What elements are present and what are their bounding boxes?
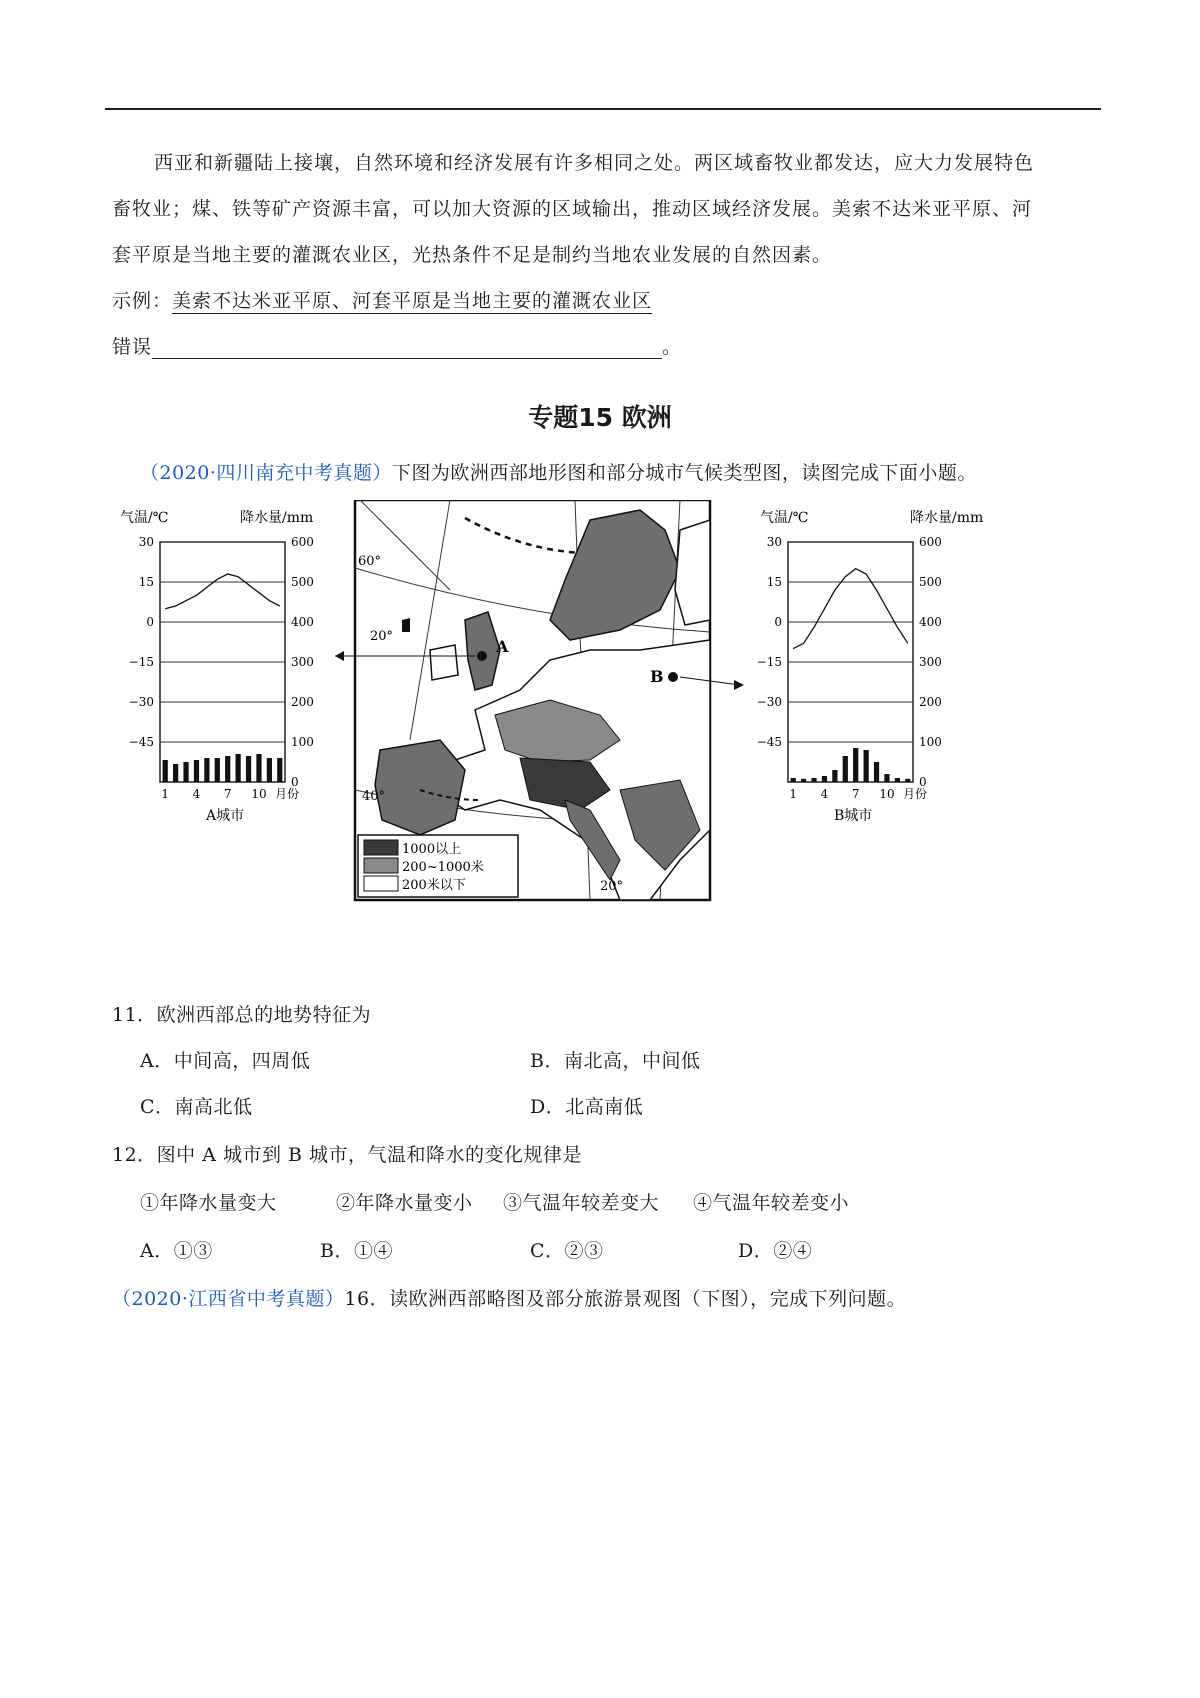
precip-bar [801, 779, 806, 782]
precip-bar [163, 760, 168, 782]
city-a-label: A [496, 637, 509, 656]
month-tick-label: 10 [879, 787, 895, 801]
city-b-dot [668, 672, 678, 682]
precip-bar [236, 754, 241, 782]
precip-bar [864, 750, 869, 782]
city-b-label: B [650, 667, 664, 686]
precip-bar [204, 758, 209, 782]
temp-tick-label: 30 [766, 535, 782, 549]
chart-a-month-unit: 月份 [275, 787, 300, 801]
q12-option-b[interactable]: B．①④ [320, 1240, 393, 1262]
precip-tick-label: 300 [291, 655, 314, 669]
chart-b-precip-label: 降水量/mm [910, 510, 984, 526]
q11-option-c[interactable]: C．南高北低 [140, 1096, 253, 1118]
precip-bar [822, 776, 827, 782]
q12-statement-4: ④气温年较差变小 [693, 1192, 850, 1214]
precip-tick-label: 300 [919, 655, 942, 669]
chart-b-temp-label: 气温/℃ [760, 510, 809, 526]
month-tick-label: 1 [789, 787, 798, 801]
legend-swatch-high [364, 840, 398, 855]
q-block1-source: （2020·四川南充中考真题） [140, 462, 392, 484]
precip-bar [791, 778, 796, 782]
q11-option-d[interactable]: D．北高南低 [530, 1096, 644, 1118]
precip-bar [874, 762, 879, 782]
precip-tick-label: 400 [291, 615, 314, 629]
q11-stem: 11．欧洲西部总的地势特征为 [112, 1004, 372, 1026]
precip-tick-label: 200 [291, 695, 314, 709]
ireland [430, 645, 458, 680]
faroe-island [402, 618, 410, 632]
example-text: 美索不达米亚平原、河套平原是当地主要的灌溉农业区 [172, 290, 653, 312]
precip-bar [225, 756, 230, 782]
precip-bar [832, 770, 837, 782]
q12-option-d[interactable]: D．②④ [738, 1240, 813, 1262]
error-label: 错误 [112, 336, 153, 358]
chart-b-month-unit: 月份 [903, 787, 928, 801]
legend-label-low: 200米以下 [402, 878, 466, 893]
error-answer-blank[interactable] [152, 332, 662, 359]
precip-tick-label: 400 [919, 615, 942, 629]
month-tick-label: 7 [851, 787, 860, 801]
q12-option-a[interactable]: A．①③ [140, 1240, 213, 1262]
section-title: 专题15 欧洲 [528, 403, 672, 432]
precip-bar [256, 754, 261, 782]
temp-tick-label: −45 [756, 735, 782, 749]
city-b-arrowhead [734, 680, 744, 690]
map-lat-40: 40° [362, 789, 386, 804]
europe-map [335, 500, 744, 900]
city-a-dot [477, 651, 487, 661]
precip-tick-label: 100 [291, 735, 314, 749]
precip-bar [183, 762, 188, 782]
chart-a-temp-label: 气温/℃ [120, 510, 169, 526]
precip-bar [895, 778, 900, 782]
temp-tick-label: −30 [756, 695, 782, 709]
precip-bar [884, 774, 889, 782]
q16-stem: 16．读欧洲西部略图及部分旅游景观图（下图），完成下列问题。 [344, 1288, 907, 1310]
precip-bar [843, 756, 848, 782]
q-block1-intro [140, 458, 977, 485]
precip-tick-label: 0 [919, 775, 927, 789]
q12-option-c[interactable]: C．②③ [530, 1240, 604, 1262]
temp-tick-label: 30 [138, 535, 154, 549]
map-lon-20w: 20° [370, 629, 394, 644]
precip-bar [215, 758, 220, 782]
map-legend [358, 835, 518, 897]
precip-bar [811, 778, 816, 782]
chart-a-precip-label: 降水量/mm [240, 510, 314, 526]
map-lat-60: 60° [358, 554, 382, 569]
precip-bar [173, 764, 178, 782]
intro-line-3: 套平原是当地主要的灌溉农业区，光热条件不足是制约当地农业发展的自然因素。 [112, 244, 833, 266]
chart-b-caption: B城市 [834, 808, 873, 824]
chart-a-caption: A城市 [206, 808, 245, 824]
intro-paragraph [112, 140, 1092, 370]
europe-figure [120, 500, 1100, 980]
precip-bar [246, 756, 251, 782]
month-tick-label: 10 [251, 787, 267, 801]
temp-tick-label: −45 [128, 735, 154, 749]
chart-a-temp-line [165, 574, 280, 609]
precip-bar [267, 758, 272, 782]
legend-swatch-mid [364, 858, 398, 873]
header-rule [105, 108, 1101, 110]
climate-chart-a [120, 509, 314, 824]
precip-tick-label: 600 [919, 535, 942, 549]
error-line [112, 324, 1092, 370]
city-a-arrowhead [335, 651, 344, 661]
finland [675, 520, 710, 625]
example-line [112, 278, 1092, 324]
temp-tick-label: 0 [774, 615, 782, 629]
temp-tick-label: −15 [128, 655, 154, 669]
q16-intro [112, 1284, 906, 1311]
q12-stem: 12．图中 A 城市到 B 城市，气温和降水的变化规律是 [112, 1144, 583, 1166]
precip-bar [194, 760, 199, 782]
precip-tick-label: 100 [919, 735, 942, 749]
error-end: 。 [662, 336, 683, 358]
intro-line-1: 西亚和新疆陆上接壤，自然环境和经济发展有许多相同之处。两区域畜牧业都发达，应大力发展特色 [154, 152, 1035, 174]
precip-bar [277, 758, 282, 782]
precip-tick-label: 600 [291, 535, 314, 549]
precip-tick-label: 500 [291, 575, 314, 589]
intro-line-2: 畜牧业；煤、铁等矿产资源丰富，可以加大资源的区域输出，推动区域经济发展。美索不达米亚平原、河 [112, 198, 1033, 220]
q12-statement-1: ①年降水量变大 [140, 1192, 277, 1214]
chart-b-temp-line [793, 569, 908, 649]
month-tick-label: 4 [192, 787, 201, 801]
map-lon-20e: 20° [600, 879, 624, 894]
q-block1-stem: 下图为欧洲西部地形图和部分城市气候类型图，读图完成下面小题。 [391, 462, 977, 484]
precip-bar [853, 748, 858, 782]
example-label: 示例： [112, 290, 173, 312]
q12-statement-3: ③气温年较差变大 [503, 1192, 660, 1214]
climate-chart-b [757, 509, 984, 824]
precip-tick-label: 200 [919, 695, 942, 709]
q12-statement-2: ②年降水量变小 [336, 1192, 473, 1214]
temp-tick-label: 0 [146, 615, 154, 629]
temp-tick-label: 15 [138, 575, 154, 589]
month-tick-label: 7 [223, 787, 232, 801]
precip-tick-label: 0 [291, 775, 299, 789]
precip-bar [905, 779, 910, 782]
month-tick-label: 1 [161, 787, 170, 801]
q11-option-a[interactable]: A．中间高，四周低 [140, 1050, 311, 1072]
legend-swatch-low [364, 876, 398, 891]
temp-tick-label: −30 [128, 695, 154, 709]
legend-label-high: 1000以上 [402, 842, 462, 857]
legend-label-mid: 200~1000米 [402, 860, 484, 875]
temp-tick-label: 15 [766, 575, 782, 589]
iberia [375, 740, 465, 835]
q11-option-b[interactable]: B．南北高，中间低 [530, 1050, 701, 1072]
precip-tick-label: 500 [919, 575, 942, 589]
month-tick-label: 4 [820, 787, 829, 801]
q16-source: （2020·江西省中考真题） [112, 1288, 345, 1310]
temp-tick-label: −15 [756, 655, 782, 669]
